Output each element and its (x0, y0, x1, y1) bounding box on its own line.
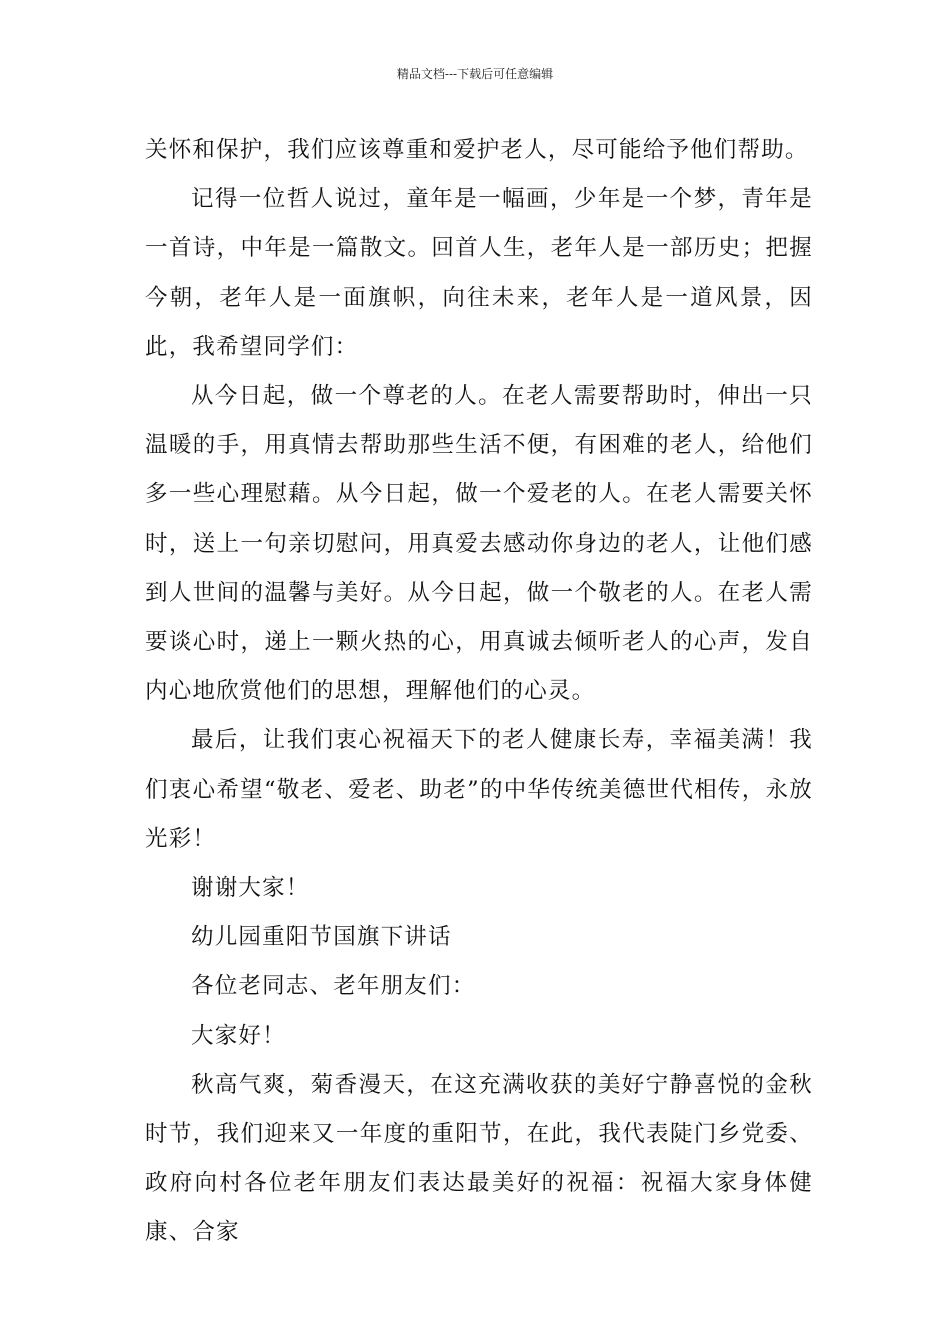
paragraph: 记得一位哲人说过，童年是一幅画，少年是一个梦，青年是一首诗，中年是一篇散文。回首人生，老年人是一部历史；把握今朝，老年人是一面旗帜，向往未来，老年人是一道风景，因此，我希望同学们： (145, 186, 813, 360)
document-body (145, 126, 813, 1258)
paragraph: 谢谢大家！ (191, 875, 310, 902)
paragraph: 各位老同志、老年朋友们： (191, 973, 476, 1000)
paragraph: 最后，让我们衷心祝福天下的老人健康长寿，幸福美满！我们衷心希望“敬老、爱老、助老”的中华传统美德世代相传，永放光彩！ (145, 727, 813, 852)
paragraph: 关怀和保护，我们应该尊重和爱护老人，尽可能给予他们帮助。 (145, 137, 809, 163)
paragraph: 从今日起，做一个尊老的人。在老人需要帮助时，伸出一只温暖的手，用真情去帮助那些生活不便，有困难的老人，给他们多一些心理慰藉。从今日起，做一个爱老的人。在老人需要关怀时，送上一句亲切慰问，用真爱去感动你身边的老人，让他们感到人世间的温馨与美好。从今日起，做一个敬老的人。在老人需要谈心时，递上一颗火热的心，用真诚去倾听老人的心声，发自内心地欣赏他们的思想，理解他们的心灵。 (145, 383, 813, 705)
paragraph: 大家好！ (191, 1022, 286, 1049)
paragraph: 幼儿园重阳节国旗下讲话 (191, 924, 452, 951)
paragraph: 秋高气爽，菊香漫天，在这充满收获的美好宁静喜悦的金秋时节，我们迎来又一年度的重阳节，在此，我代表陡门乡党委、政府向村各位老年朋友们表达最美好的祝福：祝福大家身体健康、合家 (145, 1071, 813, 1246)
page-header: 精品文档---下载后可任意编辑 (396, 67, 554, 81)
